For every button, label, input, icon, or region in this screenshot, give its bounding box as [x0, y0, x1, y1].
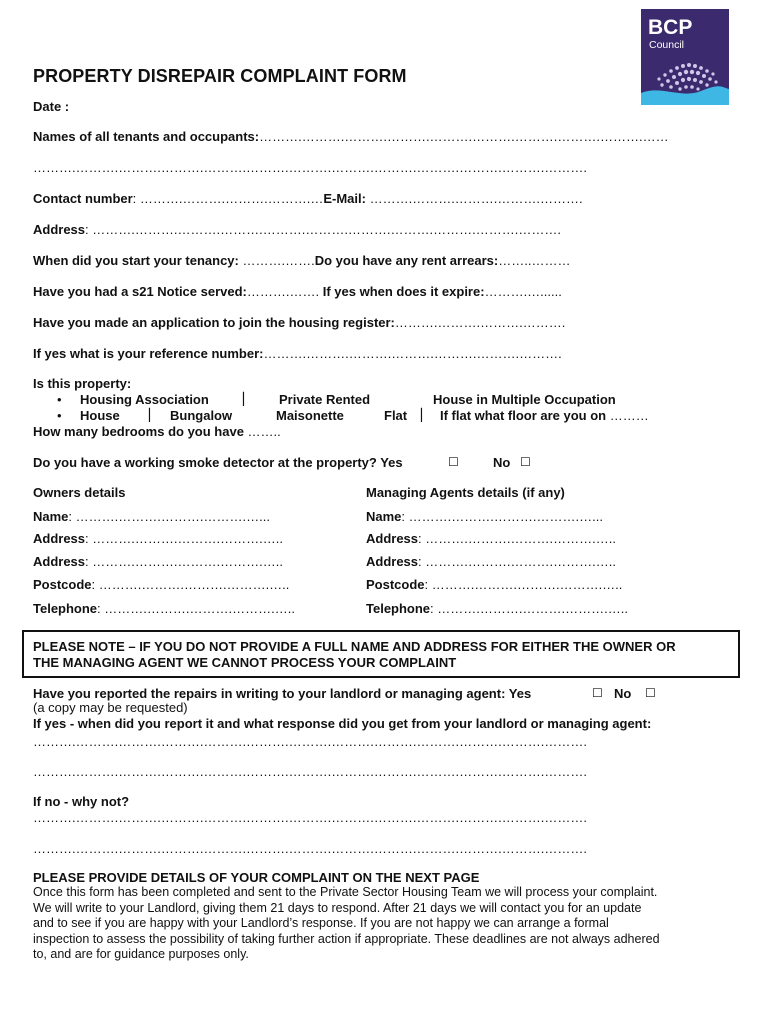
s21-dots: ……….……. [246, 284, 320, 299]
s21-label: Have you had a s21 Notice served: [33, 284, 247, 299]
logo-dots-icon [641, 9, 729, 105]
owner-address1-dots: : ……….……….……….……….….. [85, 531, 283, 546]
option-flat[interactable]: Flat [384, 408, 408, 423]
ifyes-dots-1[interactable]: ……….……….……….……….……….……….……….……….……….……….……….……….………. [33, 734, 587, 749]
reference-label: If yes what is your reference number: [33, 346, 264, 361]
ifyes-label: If yes - when did you report it and what response did you get from your landlord or managing agent: [33, 716, 652, 731]
para-line-1: Once this form has been completed and sent to the Private Sector Housing Team we will process your complaint. [33, 885, 658, 899]
agent-address1-field[interactable] [366, 531, 616, 546]
smoke-yes-checkbox[interactable]: ☐ [448, 455, 459, 469]
bedrooms-dots: …….. [243, 424, 281, 439]
checkbox-flat[interactable]: ▏ [421, 408, 431, 422]
option-housing-association[interactable]: Housing Association [80, 392, 209, 407]
contact-label: Contact number [33, 191, 133, 206]
arrears-dots: ……..……… [498, 253, 571, 268]
arrears-label: Do you have any rent arrears: [314, 253, 499, 268]
bcp-council-logo [641, 9, 729, 105]
email-dots: ……….……….……….……….………. [365, 191, 583, 206]
logo-text-council: Council [649, 39, 685, 51]
owner-postcode-dots: : ……….……….……….……….….. [91, 577, 290, 592]
bedrooms-label: How many bedrooms do you have [33, 424, 244, 439]
reference-row[interactable] [33, 346, 562, 361]
reported-no-checkbox[interactable]: ☐ [645, 686, 656, 700]
floor-field[interactable] [440, 408, 649, 423]
owner-address2-dots: : ……….……….……….……….….. [85, 554, 283, 569]
agent-telephone-label: Telephone [366, 601, 431, 616]
owner-telephone-dots: : ……….……….……….……….….. [97, 601, 295, 616]
agents-heading: Managing Agents details (if any) [366, 485, 565, 500]
agent-address2-dots: : ……….……….……….……….….. [418, 554, 616, 569]
reported-label: Have you reported the repairs in writing to your landlord or managing agent: Yes [33, 686, 532, 701]
option-house[interactable]: House [80, 408, 120, 423]
register-label: Have you made an application to join the housing register: [33, 315, 395, 330]
bedrooms-row[interactable] [33, 424, 281, 439]
para-line-3: and to see if you are happy with your Landlord’s response. If you are not happy we can arrange a formal [33, 916, 609, 930]
owner-name-label: Name [33, 509, 69, 524]
notice-line-2: THE MANAGING AGENT WE CANNOT PROCESS YOUR COMPLAINT [33, 655, 457, 670]
notice-box [22, 630, 740, 678]
bullet-icon: • [57, 392, 62, 407]
smoke-no-checkbox[interactable]: ☐ [520, 455, 531, 469]
owner-postcode-field[interactable] [33, 577, 289, 592]
ifno-label: If no - why not? [33, 794, 130, 809]
date-label: Date : [33, 99, 70, 114]
owner-name-dots: : ……….……….……….……….…... [68, 509, 270, 524]
para-line-5: to, and are for guidance purposes only. [33, 947, 249, 961]
option-bungalow[interactable]: Bungalow [170, 408, 233, 423]
address-dots: : ……….……….……….……….……….……….……….……….……….……….………. [85, 222, 561, 237]
email-label: E-Mail: [323, 191, 366, 206]
owner-postcode-label: Postcode [33, 577, 92, 592]
option-maisonette[interactable]: Maisonette [276, 408, 344, 423]
agent-postcode-field[interactable] [366, 577, 622, 592]
provide-heading: PLEASE PROVIDE DETAILS OF YOUR COMPLAINT ON THE NEXT PAGE [33, 870, 480, 885]
tenancy-dots: ……….……. [238, 253, 315, 268]
owner-telephone-label: Telephone [33, 601, 98, 616]
register-row[interactable] [33, 315, 565, 330]
checkbox-housing-association[interactable]: ▏ [243, 392, 253, 406]
names-dots: ……….……….……….……….……….……….……….……….……….…… [259, 129, 669, 144]
property-label: Is this property: [33, 376, 132, 391]
ifyes-dots-2[interactable]: ……….……….……….……….……….……….……….……….……….……….……….……….………. [33, 764, 587, 779]
agent-address2-field[interactable] [366, 554, 616, 569]
option-hmo[interactable]: House in Multiple Occupation [433, 392, 616, 407]
checkbox-house[interactable]: ▏ [149, 408, 159, 422]
tenancy-label: When did you start your tenancy: [33, 253, 239, 268]
contact-dots: : ……….……….……….……….… [132, 191, 324, 206]
agent-telephone-field[interactable] [366, 601, 628, 616]
agent-postcode-label: Postcode [366, 577, 425, 592]
owner-address1-field[interactable] [33, 531, 283, 546]
owner-address1-label: Address [33, 531, 86, 546]
para-line-4: inspection to assess the possibility of taking further action if appropriate. These deadlines are not always adhered [33, 932, 660, 946]
smoke-label: Do you have a working smoke detector at the property? Yes [33, 455, 403, 470]
reference-dots: ……….……….……….……….……….……….………. [263, 346, 562, 361]
names-field[interactable] [33, 129, 669, 144]
copy-note: (a copy may be requested) [33, 700, 188, 715]
owner-name-field[interactable] [33, 509, 270, 524]
bullet-icon: • [57, 408, 62, 423]
agent-address2-label: Address [366, 554, 419, 569]
reported-no-label: No [614, 686, 632, 701]
s21-row[interactable] [33, 284, 562, 299]
para-line-2: We will write to your Landlord, giving them 21 days to respond. After 21 days we will contact you for an update [33, 901, 642, 915]
agent-address1-dots: : ……….……….……….……….….. [418, 531, 616, 546]
ifno-dots-2[interactable]: ……….……….……….……….……….……….……….……….……….……….……….……….………. [33, 841, 587, 856]
notice-line-1: PLEASE NOTE – IF YOU DO NOT PROVIDE A FULL NAME AND ADDRESS FOR EITHER THE OWNER OR [33, 639, 676, 654]
tenancy-row[interactable] [33, 253, 570, 268]
agent-address1-label: Address [366, 531, 419, 546]
names-dots-line2[interactable]: ……….……….……….……….……….……….……….……….……….……….……….……….………. [33, 160, 587, 175]
expire-dots: ……….…...... [484, 284, 562, 299]
smoke-no-label: No [493, 455, 511, 470]
owner-address2-label: Address [33, 554, 86, 569]
register-dots: ……….……….……….………. [394, 315, 566, 330]
owner-address2-field[interactable] [33, 554, 283, 569]
ifno-dots-1[interactable]: ……….……….……….……….……….……….……….……….……….……….……….……….………. [33, 810, 587, 825]
reported-yes-checkbox[interactable]: ☐ [592, 686, 603, 700]
page-title: PROPERTY DISREPAIR COMPLAINT FORM [33, 66, 407, 86]
logo-text-bcp: BCP [648, 16, 693, 39]
contact-row[interactable] [33, 191, 583, 206]
agent-name-field[interactable] [366, 509, 603, 524]
floor-dots: ……… [606, 408, 649, 423]
owner-telephone-field[interactable] [33, 601, 295, 616]
address-row[interactable] [33, 222, 561, 237]
floor-label: If flat what floor are you on [440, 408, 607, 423]
option-private-rented[interactable]: Private Rented [279, 392, 371, 407]
agent-name-label: Name [366, 509, 402, 524]
agent-telephone-dots: : ……….……….……….……….….. [430, 601, 628, 616]
address-label: Address [33, 222, 86, 237]
expire-label: If yes when does it expire: [319, 284, 485, 299]
agent-postcode-dots: : ……….……….……….……….….. [424, 577, 623, 592]
agent-name-dots: : ……….……….……….……….…... [401, 509, 603, 524]
names-label: Names of all tenants and occupants: [33, 129, 260, 144]
owners-heading: Owners details [33, 485, 126, 500]
